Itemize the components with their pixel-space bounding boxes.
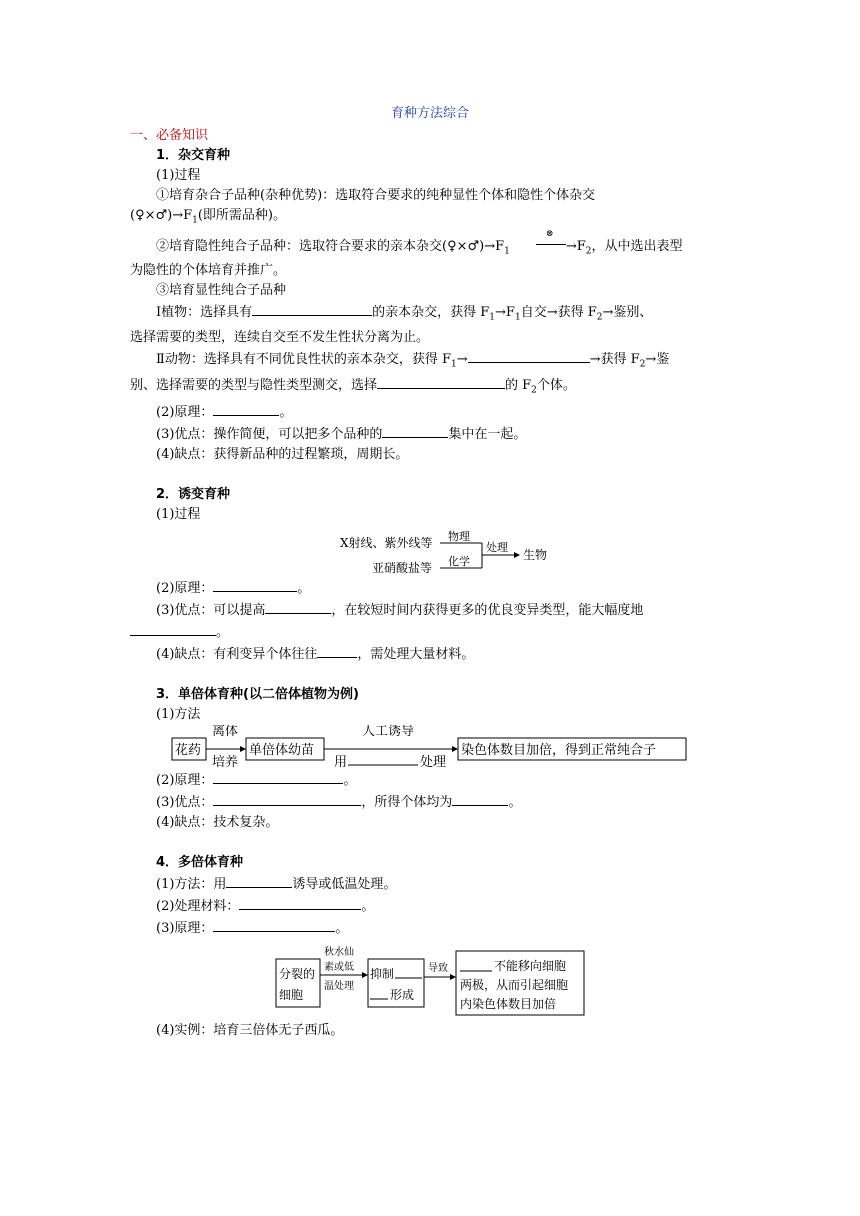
box-anther: 花药 [175, 742, 202, 758]
box3-line2: 两极，从而引起细胞 [460, 977, 569, 992]
s3-disadvantage: (4)缺点：技术复杂。 [156, 814, 279, 830]
heading-cross-breeding: 1．杂交育种 [156, 148, 231, 163]
s2-principle: (2)原理： 。 [130, 577, 730, 599]
s4-example: (4)实例：培育三倍体无子西瓜。 [156, 1022, 344, 1038]
s2-disadvantage: (4)缺点：有利变异个体往往 ，需处理大量材料。 [130, 643, 730, 665]
blank [239, 895, 361, 910]
blank [213, 791, 361, 806]
arrow-label-isolated: 离体 [212, 724, 239, 739]
diag-physical-label: 物理 [448, 529, 470, 543]
s1-advantage: (3)优点：操作简便，可以把多个品种的 集中在一起。 [130, 423, 730, 445]
diag-organism: 生物 [523, 547, 548, 562]
blank [252, 301, 372, 316]
mutation-diagram-svg [130, 525, 730, 577]
box-doubled: 染色体数目加倍，得到正常纯合子 [461, 742, 657, 758]
blank [382, 423, 448, 438]
self-cross-symbol: ⊗ [545, 228, 554, 239]
section-heading: 一、必备知识 [130, 128, 209, 143]
s1-animal-cont: 别、选择需要的类型与隐性类型测交，选择 的 $F_2$个体。 [130, 374, 730, 401]
box3-line3: 内染色体数目加倍 [460, 996, 557, 1011]
document-page [130, 104, 730, 1041]
blank [213, 769, 343, 784]
box1-line1: 分裂的 [279, 966, 316, 981]
s1-disadvantage: (4)缺点：获得新品种的过程繁琐，周期长。 [156, 446, 409, 462]
arrow-label-use: 用 [334, 754, 348, 769]
blank [213, 577, 297, 592]
blank [265, 599, 331, 614]
s1-plant: Ⅰ植物：选择具有 的亲本杂交，获得 $F_1\to F_1$自交→获得 $F_2\to$鉴别、 [130, 301, 730, 328]
box1-line2: 细胞 [279, 987, 304, 1002]
s4-principle: (3)原理： 。 [130, 917, 730, 939]
s1-item2: ②培育隐性纯合子品种：选取符合要求的亲本杂交$(♀\times♂)\to F_1$ ⊗ $\to F_2$，从中选出表型 [130, 237, 730, 262]
box2-line2: 形成 [390, 987, 415, 1002]
arrow1-line3: 温处理 [324, 980, 354, 992]
s2-process: (1)过程 [156, 506, 201, 522]
s1-principle: (2)原理： 。 [130, 401, 730, 423]
blank [317, 643, 357, 658]
blank [452, 791, 508, 806]
polyploid-diagram [130, 939, 730, 1021]
arrow1-line2: 素或低 [324, 961, 354, 973]
diag-physical-agents: X射线、紫外线等 [340, 535, 433, 550]
s1-plant-cont: 选择需要的类型，连续自交至不发生性状分离为止。 [130, 329, 430, 345]
blank [213, 401, 279, 416]
page-title: 育种方法综合 [390, 106, 469, 121]
heading-haploid-breeding: 3．单倍体育种(以二倍体植物为例) [156, 686, 359, 702]
s1-item3: ③培育显性纯合子品种 [156, 283, 287, 299]
haploid-diagram-svg [130, 725, 730, 769]
arrow1-line1: 秋水仙 [324, 946, 354, 958]
blank [468, 348, 590, 363]
heading-mutation-breeding: 2．诱变育种 [156, 486, 231, 502]
blank [377, 374, 505, 389]
s3-principle: (2)原理： 。 [130, 769, 730, 791]
diag-chemical-agents: 亚硝酸盐等 [372, 560, 433, 575]
box-haploid-seedling: 单倍体幼苗 [249, 742, 315, 758]
polyploid-diagram-svg [130, 939, 730, 1021]
diag-treat-label: 处理 [486, 540, 508, 554]
s2-advantage: (3)优点：可以提高 ，在较短时间内获得更多的优良变异类型，能大幅度地 [130, 599, 730, 621]
s1-process: (1)过程 [156, 168, 201, 183]
box3-line1: 不能移向细胞 [494, 958, 567, 973]
s1-animal: Ⅱ动物：选择具有不同优良性状的亲本杂交，获得 $F_1\to$ →获得 $F_2\to$鉴 [130, 348, 730, 375]
s3-method: (1)方法 [156, 706, 201, 722]
mutation-diagram [130, 525, 730, 577]
s3-advantage: (3)优点： ，所得个体均为 。 [130, 791, 730, 813]
s2-advantage-cont: 。 [130, 621, 730, 643]
arrow-label-induce: 人工诱导 [362, 724, 415, 739]
s1-item2-cont: 为隐性的个体培育并推广。 [130, 263, 287, 279]
s4-material: (2)处理材料： 。 [130, 895, 730, 917]
arrow2-label: 导致 [428, 962, 448, 974]
box2-line1: 抑制 [370, 966, 395, 981]
diag-chemical-label: 化学 [448, 554, 470, 568]
arrow-label-culture: 培养 [212, 754, 239, 769]
arrow-label-treat: 处理 [420, 754, 447, 769]
s4-method: (1)方法：用 诱导或低温处理。 [130, 873, 730, 895]
blank [226, 873, 292, 888]
heading-polyploid-breeding: 4．多倍体育种 [156, 854, 244, 870]
blank [213, 917, 335, 932]
haploid-diagram [130, 725, 730, 769]
s1-item1: ①培育杂合子品种(杂种优势)：选取符合要求的纯种显性个体和隐性个体杂交 [156, 188, 596, 203]
s1-item1-cont: $(♀\times♂)\to F_1$(即所需品种)。 [130, 208, 286, 226]
blank [130, 621, 216, 636]
